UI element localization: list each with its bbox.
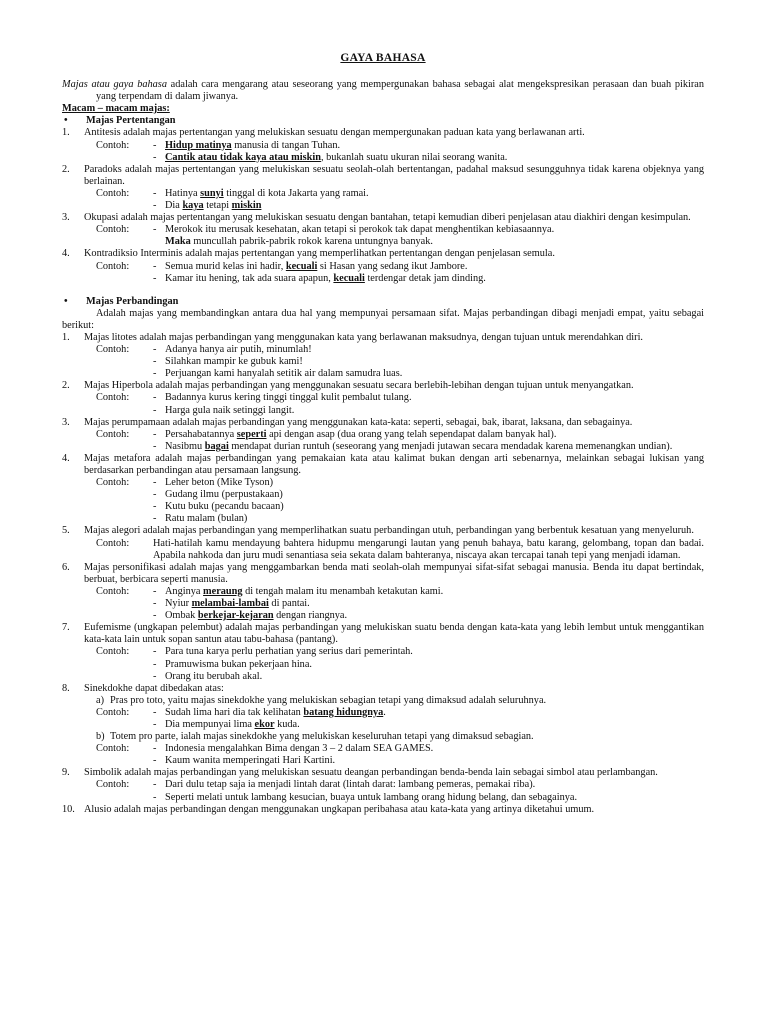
example-line: - Dia kaya tetapi miskin: [153, 200, 262, 212]
example-line: Contoh: - Anginya meraung di tengah malam itu menambah ketakutan kami.: [96, 585, 444, 597]
example-line: - Kamar itu hening, tak ada suara apapun, kecuali terdengar detak jam dinding.: [153, 272, 486, 284]
sub-item: a) Pras pro toto, yaitu majas sinekdokhe yang melukiskan sebagian tetapi yang dimaksud adalah seluruhnya.: [96, 694, 547, 706]
example-line: - Orang itu berubah akal.: [153, 670, 263, 682]
example-line: - Nyiur melambai-lambai di pantai.: [153, 598, 310, 610]
example-line: - Kaum wanita memperingati Hari Kartini.: [153, 755, 336, 767]
example-line: Contoh: - Persahabatannya seperti api dengan asap (dua orang yang telah sependapat dalam banyak hal).: [96, 428, 557, 440]
example-line: - Perjuangan kami hanyalah setitik air dalam samudra luas.: [153, 368, 403, 380]
example-line: Contoh: - Adanya hanya air putih, minumlah!: [96, 344, 312, 356]
example-line: - Seperti melati untuk lambang kesucian, buaya untuk lambang orang hidung belang, dan sebagainya.: [153, 791, 578, 803]
list-item: 8. Sinekdokhe dapat dibedakan atas:: [62, 682, 224, 694]
example-line: Contoh: - Semua murid kelas ini hadir, kecuali si Hasan yang sedang ikut Jambore.: [96, 260, 468, 272]
example-line: Contoh: - Badannya kurus kering tinggi tinggal kulit pembalut tulang.: [96, 392, 412, 404]
intro-paragraph: [62, 79, 704, 103]
list-item: 10. Alusio adalah majas perbandingan dengan menggunakan ungkapan peribahasa atau kata-kata yang artinya diketahui umum.: [62, 803, 595, 815]
example-line: Contoh: - Para tuna karya perlu perhatian yang serius dari pemerintah.: [96, 646, 413, 658]
section-paragraph: Adalah majas yang membandingkan antara dua hal yang mempunyai persamaan sifat. Majas perbandingan dibagi menjadi empat, yaitu sebagai berikut:: [62, 307, 704, 331]
example-line: - Ombak berkejar-kejaran dengan riangnya.: [153, 610, 348, 622]
example-line: Contoh: - Leher beton (Mike Tyson): [96, 477, 274, 489]
example-line: Contoh: - Merokok itu merusak kesehatan, akan tetapi si perokok tak dapat menghentikan kebiasaannya.: [96, 224, 555, 236]
list-item: 2. Majas Hiperbola adalah majas perbandingan yang menggunakan sesuatu secara berlebih-lebihan dengan tujuan untuk menyangatkan.: [62, 380, 634, 392]
example-line: - Pramuwisma bukan pekerjaan hina.: [153, 658, 312, 670]
list-item: 1. Majas litotes adalah majas perbandingan yang menggunakan kata yang berlawanan maksudnya, dengan tujuan untuk merendahkan diri.: [62, 331, 643, 343]
list-item: 7. Eufemisme (ungkapan pelembut) adalah majas perbandingan yang melukiskan suatu benda dengan kata-kata yang lebih lembut untuk menggantikan kata-kata lain untuk sopan santun atau tabu-bahasa (pantang).: [62, 622, 704, 646]
example-line: Contoh: - Dari dulu tetap saja ia menjadi lintah darat (lintah darat: lambang pemeras, pemakai riba).: [96, 779, 536, 791]
example-line: - Ratu malam (bulan): [153, 513, 248, 525]
example-line: - Silahkan mampir ke gubuk kami!: [153, 356, 303, 368]
list-item: 9. Simbolik adalah majas perbandingan yang melukiskan sesuatu deangan perbandingan benda-benda lain sebagai simbol atau perlambangan.: [62, 767, 658, 779]
example-paragraph: Contoh: Hati-hatilah kamu mendayung bahtera hidupmu mengarungi lautan yang penuh bahaya, batu karang, gelombang, topan dan badai. Apabila nahkoda dan juru mudi senantiasa seia sekata dalam bahteranya, niscaya akan tercapai tanah tepi yang menjadi idaman.: [96, 537, 704, 561]
example-line: - Gudang ilmu (perpustakaan): [153, 489, 283, 501]
intro-text: adalah cara mengarang atau seseorang yang mempergunakan bahasa sebagai alat mengekspresikan perasaan dan buah pikiran yang terpendam di dalam jiwanya.: [96, 79, 704, 103]
example-line: - Cantik atau tidak kaya atau miskin, bukanlah suatu ukuran nilai seorang wanita.: [153, 151, 508, 163]
sub-item: b) Totem pro parte, ialah majas sinekdokhe yang melukiskan keseluruhan tetapi yang dimaksud sebagian.: [96, 731, 534, 743]
section-heading-pertentangan: • Majas Pertentangan: [64, 115, 176, 127]
example-line: - Nasibmu bagai mendapat durian runtuh (seseorang yang menjadi jutawan secara mendadak karena memenangkan undian).: [153, 440, 673, 452]
list-item: 6. Majas personifikasi adalah majas yang menggambarkan benda mati seolah-olah mempunyai sifat-sifat sebagai manusia. Benda itu dapat bertindak, berbuat, berbicara seperti manusia.: [62, 561, 704, 585]
example-line: Contoh: - Indonesia mengalahkan Bima dengan 3 – 2 dalam SEA GAMES.: [96, 743, 434, 755]
list-item: 3. Okupasi adalah majas pertentangan yang melukiskan sesuatu dengan bantahan, tetapi kemudian diberi penjelasan atau diakhiri dengan kesimpulan.: [62, 212, 691, 224]
list-item: 5. Majas alegori adalah majas perbandingan yang memperlihatkan suatu perbandingan utuh, perbandingan yang berbentuk kesatuan yang menyeluruh.: [62, 525, 694, 537]
intro-term: Majas atau gaya bahasa: [62, 79, 167, 91]
example-line: Maka muncullah pabrik-pabrik rokok karena untungnya banyak.: [165, 236, 433, 248]
example-line: Contoh: - Hidup matinya manusia di tangan Tuhan.: [96, 139, 341, 151]
list-item: 4. Majas metafora adalah majas perbandingan yang pemakaian kata atau kalimat bukan dengan arti sebenarnya, melainkan sebagai lukisan yang berdasarkan perbandingan atau persamaan langsung.: [62, 452, 704, 476]
list-item: 4. Kontradiksio Interminis adalah majas pertentangan yang memperlihatkan pertentangan dengan penjelasan semula.: [62, 248, 555, 260]
page-title: GAYA BAHASA: [340, 52, 426, 64]
example-line: - Kutu buku (pecandu bacaan): [153, 501, 284, 513]
macam-majas-heading: Macam – macam majas:: [62, 103, 170, 115]
section-heading-perbandingan: • Majas Perbandingan: [64, 295, 179, 307]
example-line: - Harga gula naik setinggi langit.: [153, 404, 295, 416]
example-line: - Dia mempunyai lima ekor kuda.: [153, 718, 300, 730]
list-item: 3. Majas perumpamaan adalah majas perbandingan yang menggunakan kata-kata: seperti, sebagai, bak, ibarat, laksana, dan sebagainya.: [62, 416, 633, 428]
list-item: 2. Paradoks adalah majas pertentangan yang melukiskan sesuatu seolah-olah bertentangan, padahal maksud sesungguhnya tidak karena objeknya yang berlainan.: [62, 163, 704, 187]
example-line: Contoh: - Hatinya sunyi tinggal di kota Jakarta yang ramai.: [96, 187, 369, 199]
list-item: 1. Antitesis adalah majas pertentangan yang melukiskan sesuatu dengan mempergunakan paduan kata yang berlawanan arti.: [62, 127, 585, 139]
example-line: Contoh: - Sudah lima hari dia tak kelihatan batang hidungnya.: [96, 706, 386, 718]
